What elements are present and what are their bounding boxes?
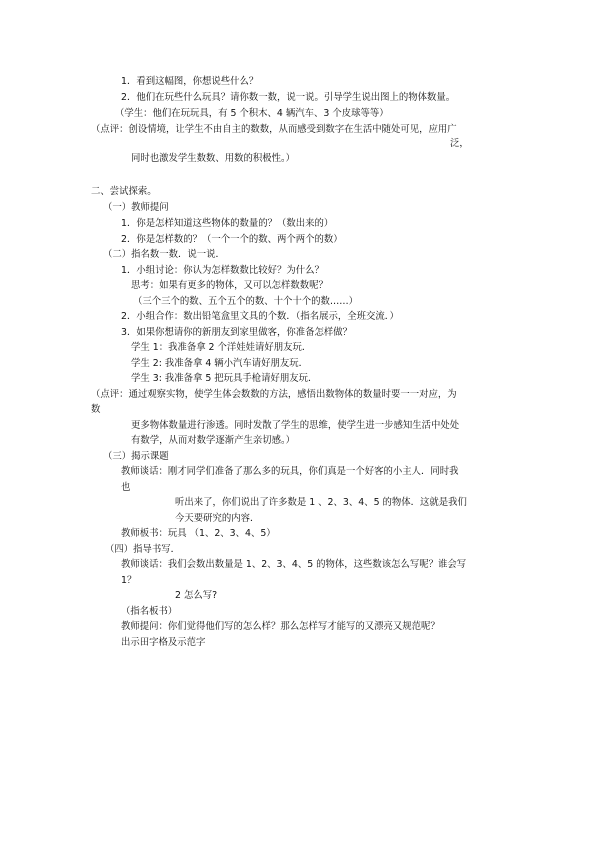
part-1-question-1: 1．你是怎样知道这些物体的数量的？（数出来的） <box>121 218 334 229</box>
intro-question-2: 2．他们在玩些什么玩具？请你数一数，说一说。引导学生说出图上的物体数量。 <box>121 92 456 103</box>
intro-question-1: 1．看到这幅图，你想说些什么？ <box>121 76 259 87</box>
intro-student-answer: （学生：他们在玩玩具，有 5 个积木、4 辆汽车、3 个皮球等等） <box>115 108 389 119</box>
part-2-item-3: 3．如果你想请你的新朋友到家里做客，你准备怎样做？ <box>121 327 352 338</box>
part-4-question: 教师提问：你们觉得他们写的怎么样？那么怎样写才能写的又漂亮又规范呢？ <box>121 621 440 632</box>
part-2-item-2: 2．小组合作：数出铅笔盒里文具的个数．（指名展示，全班交流．） <box>121 311 399 322</box>
part-1-title: （一）教师提问 <box>103 202 169 213</box>
part-2-comment-line-1: （点评：通过观察实物，使学生体会数数的方法，感悟出数物体的数量时要一一对应，为 <box>91 389 457 400</box>
section-2-title: 二、尝试探索。 <box>91 186 157 197</box>
part-2-student-1: 学生 1：我准备拿 2 个洋娃娃请好朋友玩． <box>131 342 312 353</box>
part-2-comment-line-2: 数 <box>91 404 101 415</box>
part-3-talk-line-4: 今天要研究的内容． <box>175 513 260 524</box>
part-4-talk-line-1: 教师谈话：我们会数出数量是 1、2、3、4、5 的物体，这些数该怎么写呢？谁会写 <box>121 559 467 570</box>
part-3-board: 教师板书：玩具 （1、2、3、4、5） <box>121 528 276 539</box>
part-4-talk-line-2: 1？ <box>121 575 137 586</box>
part-1-question-2: 2．你是怎样数的？（一个一个的数、两个两个的数） <box>121 234 343 245</box>
part-4-title: （四）指导书写． <box>105 544 181 555</box>
part-3-talk-line-1: 教师谈话：刚才同学们准备了那么多的玩具，你们真是一个好客的小主人．同时我 <box>121 466 459 477</box>
part-2-student-2: 学生 2: 我准备拿 4 辆小汽车请好朋友玩． <box>131 358 309 369</box>
part-2-think-answer: （三个三个的数、五个五个的数、十个十个的数……） <box>133 296 359 307</box>
intro-comment-line-1: （点评：创设情境，让学生不由自主的数数，从而感受到数字在生活中随处可见，应用广 <box>91 124 457 135</box>
part-3-talk-line-3: 听出来了，你们说出了许多数是 1 、2、3、4、5 的物体．这就是我们 <box>175 497 467 508</box>
part-2-item-1: 1．小组讨论：你认为怎样数数比较好？为什么？ <box>121 265 324 276</box>
part-4-show: 出示田字格及示范字 <box>121 637 206 648</box>
part-3-title: （三）揭示课题 <box>103 451 169 462</box>
part-2-title: （二）指名数一数．说一说． <box>103 249 225 260</box>
part-2-student-3: 学生 3: 我准备拿 5 把玩具手枪请好朋友玩． <box>131 373 318 384</box>
part-2-comment-line-3: 更多物体数量进行渗透。同时发散了学生的思维，使学生进一步感知生活中处处 <box>131 420 460 431</box>
part-4-talk-line-3: 2 怎么写? <box>175 590 218 601</box>
intro-comment-line-3: 同时也激发学生数数、用数的积极性。） <box>131 153 296 164</box>
part-4-board: （指名板书） <box>121 606 178 617</box>
intro-comment-line-2: 泛， <box>450 138 469 149</box>
part-2-think: 思考：如果有更多的物体，又可以怎样数数呢？ <box>131 280 328 291</box>
part-3-talk-line-2: 也 <box>121 482 131 493</box>
part-2-comment-line-4: 有数学，从而对数学逐渐产生亲切感。） <box>131 435 296 446</box>
